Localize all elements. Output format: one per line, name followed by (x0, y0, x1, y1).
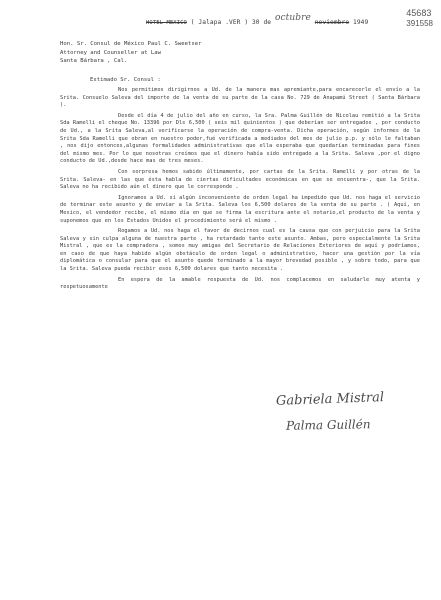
reference-code: 391558 (406, 19, 433, 28)
recipient-address (60, 40, 201, 66)
body-paragraph: Rogamos a Ud. nos haga el favor de decirnos cual es la causa que con perjuicio para la Srita Saleva y sin culpa alguna de nuestra parte , ha retardado tanto este asunto. Ambas, pero especialmente la Srita Mistral , que es la compradora , somos muy amigas del Secretario de Relaciones Exteriores de aquí y podríamos, en caso de que haya habido algún obstáculo de orden legal o administrativo, hacer una gestión por la vía diplomática o consular para que el asunto quede terminado a la mayor brevedad posible , y sobre todo, para que la Srita. Saleva pueda recibir esos 6,500 dolares que tanto necesita . (60, 228, 420, 273)
signature-guillen: Palma Guillén (285, 417, 371, 433)
recipient-line: Attorney and Counseller at Law (60, 49, 162, 56)
recipient-line: Hon. Sr. Consul de México Paul C. Sweetser (60, 41, 202, 47)
struck-month: noviembre (314, 19, 350, 26)
letterhead-year: 1949 (353, 19, 369, 26)
letterhead-place-date: ( Jalapa .VER ) 30 de (190, 19, 272, 26)
body-paragraph: Nos permitimos dirigirnos a Ud. de la manera mas apremiante,para encarecerle el envío a la Srita. Consuelo Saleva del importe de la venta de su parte de la casa No. 729 de Anapamú Street ( Santa Bárbara ). (60, 87, 420, 109)
body-paragraph: Desde el día 4 de julio del año en curso, la Sra. Palma Guillén de Nicolau remitió a la Srita Sda Ramelli el cheque No. 13396 por Dls 6,500 ( seis mil quinientos ) que deberían ser entregados , por conducto de Ud., a la Srita Saleva,al verificarse la operación de compra-venta. Dicha operación, según informes de la Srita Sda Ramelli que obran en nuestro poder,fué verificada a mediados del mes de julio p.p. y sólo le faltaban , nos dijo entonces,algunas formalidades administrativas que ella esperaba que quedarían terminadas para fines del mismo mes. Por lo que nosotras creímos que el dinero había sido entregado a la Srita. Saleva ,por el digno conducto de Ud.,desde hace mas de tres meses. (60, 112, 420, 165)
body-paragraph: Ignoramos a Ud. si algún inconveniente de orden legal ha impedido que Ud. nos haga el servicio de terminar este asunto y de enviar a la Srita. Saleva los 6,500 dolares de la venta de su parte . ( Aquí, en Mexico, el vendedor recibe, el mismo día en que se firma la escritura ante el notario,el producto de la venta y suponemos que en los Estados Unidos el procedimiento será el mismo . (60, 194, 420, 224)
body-paragraph: En espera de la amable respuesta de Ud. nos complacemos en saludarle muy atenta y respetuosamente (60, 276, 420, 291)
signature-mistral: Gabriela Mistral (275, 390, 385, 409)
recipient-line: Santa Bárbara , Cal. (60, 58, 128, 65)
letterhead-hotel: HOTEL MEXICO (146, 20, 187, 26)
salutation: Estimado Sr. Consul : (90, 77, 161, 83)
reference-number: 45683 (406, 8, 432, 18)
letter-body (60, 87, 420, 295)
signature-block (270, 392, 420, 452)
body-paragraph: Con sorpresa hemos sabido últimamente, por cartas de la Srita. Ramelli y por otras de la Srita. Saleva- en las que ésta habla de ciertas dificultades económicas en que se encuentra-, que la Srita. Saleva no ha recibido aún el dinero que le corresponde . (60, 168, 420, 191)
handwritten-month: octubre (274, 13, 311, 23)
